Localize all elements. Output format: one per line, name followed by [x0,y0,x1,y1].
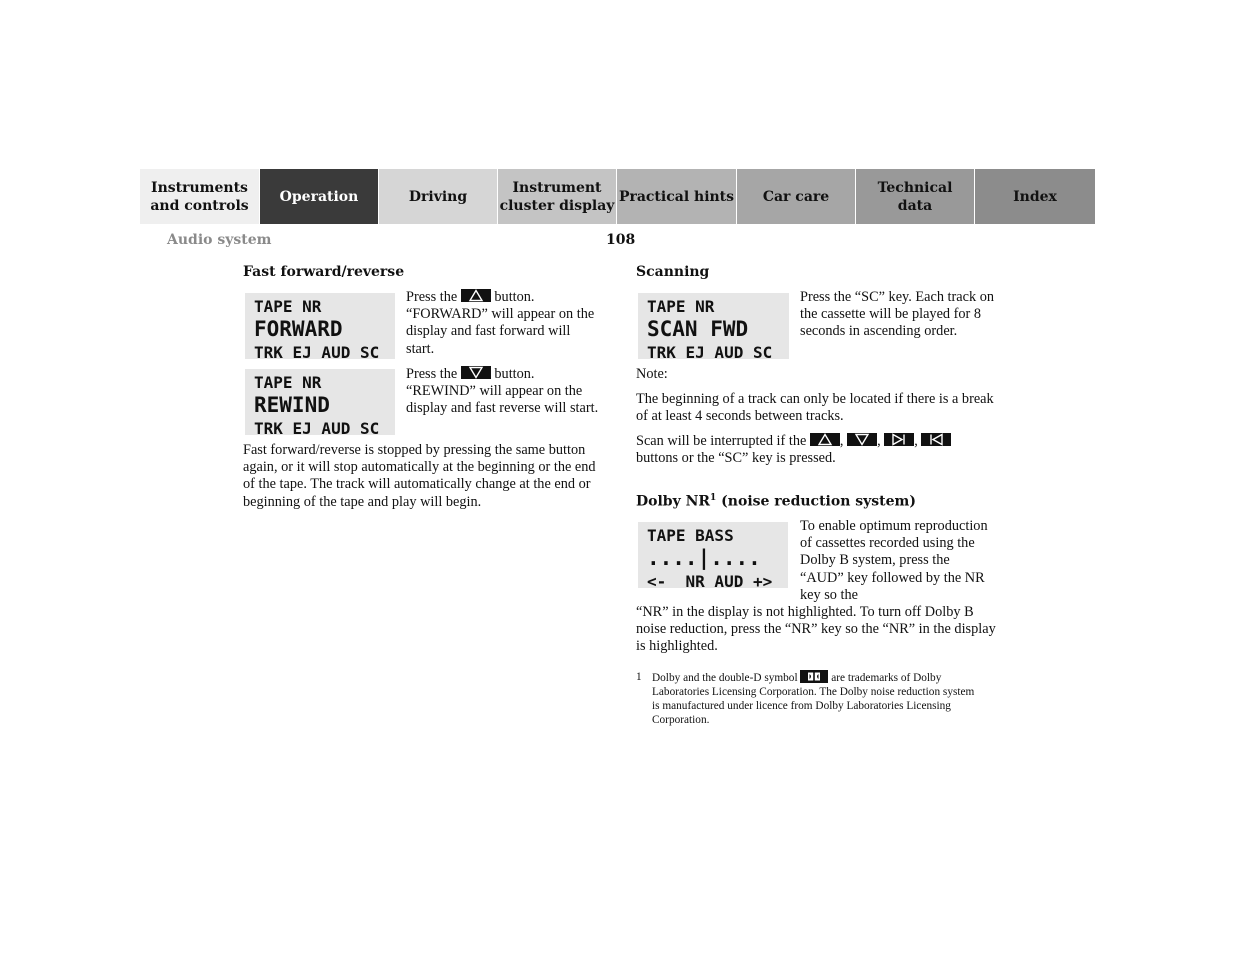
up-triangle-key-icon [810,433,840,446]
fast-forward-heading: Fast forward/reverse [243,264,405,280]
tab-instruments-and-controls[interactable]: Instruments and controls [140,169,260,224]
skip-forward-key-icon [884,433,914,446]
rewind-text-a: Press the [406,366,458,382]
interrupt-text-b: buttons or the “SC” key is pressed. [636,450,836,467]
display-rewind [245,369,395,438]
dolby-heading [636,493,916,510]
separator: , [839,433,844,449]
tab-technical-data[interactable]: Technical data [856,169,975,224]
scan-paragraph: Press the “SC” key. Each track on the cassette will be played for 8 seconds in ascending order. [800,289,995,340]
display-line-1: TAPE NR [254,373,322,392]
tab-car-care[interactable]: Car care [737,169,856,224]
display-line-1: TAPE NR [647,297,715,316]
tab-index[interactable]: Index [975,169,1095,224]
footnote-text-c: Laboratories Licensing Corporation. The Dolby noise reduction system is manufactured under licence from Dolby Laboratories Licensing Corporation. [652,686,975,726]
tab-operation[interactable]: Operation [260,169,379,224]
interrupt-text-a: Scan will be interrupted if the [636,433,807,449]
dolby-paragraph-b: “NR” in the display is not highlighted. To turn off Dolby B noise reduction, press the “NR” key so the “NR” in the display is highlighted. [636,604,996,655]
footnote-text-b: are trademarks of Dolby [831,672,942,684]
tab-practical-hints[interactable]: Practical hints [617,169,737,224]
display-line-2: ....|.... [647,546,761,570]
display-line-2: REWIND [254,393,330,417]
note-label: Note: [636,366,668,382]
footnote [652,670,982,727]
display-scan [638,293,789,362]
forward-text-c: “FORWARD” will appear on the display and fast forward will start. [406,306,595,357]
display-line-3: TRK EJ AUD SC [254,343,380,362]
forward-instructions [406,289,602,358]
tab-instrument-cluster-display[interactable]: Instrument cluster display [498,169,617,224]
down-triangle-key-icon [847,433,877,446]
rewind-instructions [406,366,602,418]
page-number: 108 [606,232,636,248]
interrupt-paragraph [636,433,994,467]
display-bass [638,522,788,591]
dolby-double-d-icon [800,670,828,683]
note-paragraph: The beginning of a track can only be located if there is a break of at least 4 seconds between tracks. [636,391,994,425]
display-line-2: FORWARD [254,317,343,341]
section-title: Audio system [167,232,272,248]
down-triangle-key-icon [461,366,491,379]
display-line-3: TRK EJ AUD SC [647,343,773,362]
display-line-3: <- NR AUD +> [647,572,773,591]
separator: , [877,433,881,449]
tab-driving[interactable]: Driving [379,169,498,224]
forward-text-a: Press the [406,289,458,305]
footnote-reference: 1 [710,493,717,503]
chapter-navigation [140,169,1095,224]
dolby-heading-main: Dolby NR [636,493,711,510]
display-line-1: TAPE NR [254,297,322,316]
display-line-3: TRK EJ AUD SC [254,419,380,438]
dolby-paragraph-a: To enable optimum reproduction of cassettes recorded using the Dolby B system, press the “AUD” key followed by the NR key so the [800,518,988,603]
rewind-text-b: button. [494,366,535,382]
display-line-2: SCAN FWD [647,317,749,341]
display-line-1: TAPE BASS [647,526,734,545]
up-triangle-key-icon [461,289,491,302]
forward-text-b: button. [494,289,535,305]
stop-paragraph: Fast forward/reverse is stopped by pressing the same button again, or it will stop automatically at the beginning or the end of the tape. The track will automatically change at the end or beginning of the tape and play will begin. [243,442,596,510]
footnote-number: 1 [636,671,642,683]
footnote-text-a: Dolby and the double-D symbol [652,672,798,684]
dolby-heading-tail: (noise reduction system) [721,493,916,510]
display-forward [245,293,395,362]
scanning-heading: Scanning [636,264,710,280]
rewind-text-c: “REWIND” will appear on the display and fast reverse will start. [406,383,599,417]
separator: , [914,433,918,449]
skip-back-key-icon [921,433,951,446]
